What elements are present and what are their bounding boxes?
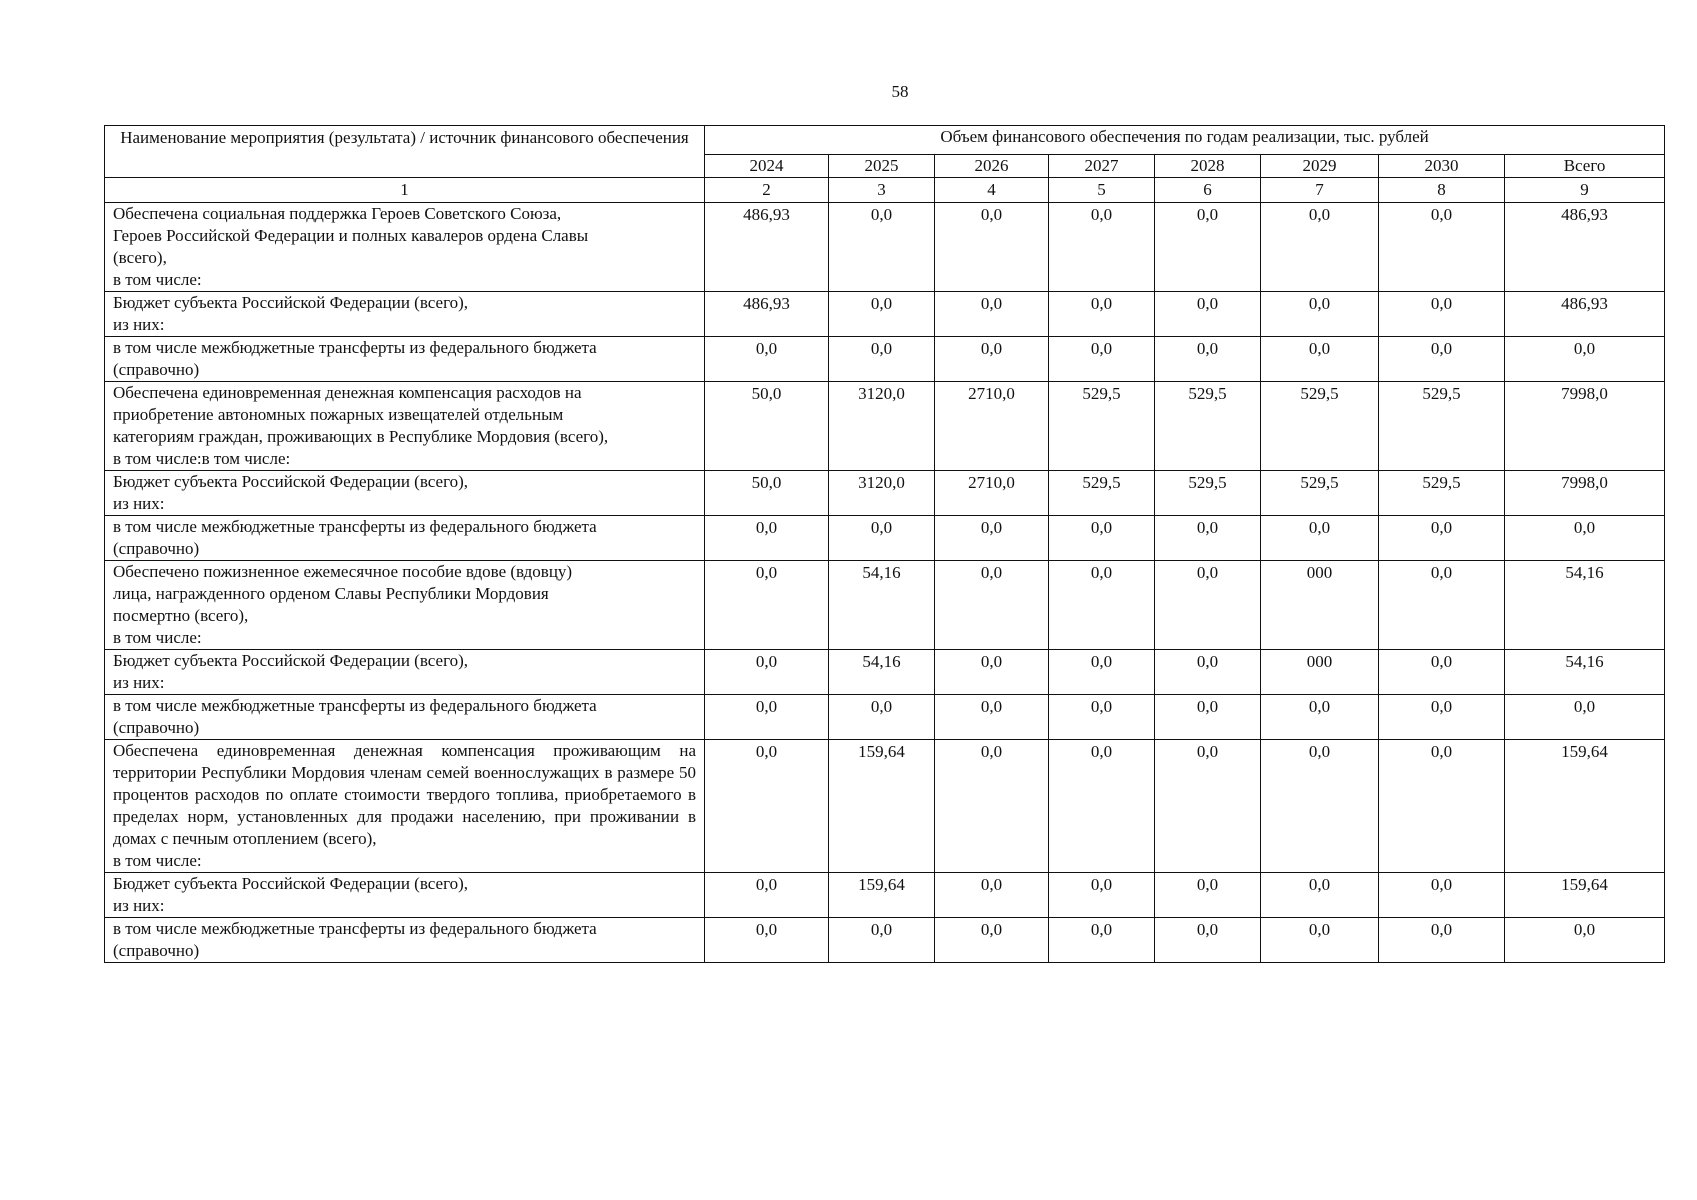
row-value-cell: 0,0 bbox=[935, 695, 1049, 740]
header-year: 2030 bbox=[1379, 155, 1505, 178]
row-name-line: Бюджет субъекта Российской Федерации (всего), bbox=[113, 874, 469, 893]
table-row bbox=[105, 873, 1665, 918]
table-row bbox=[105, 203, 1665, 292]
row-name-cell bbox=[105, 918, 705, 963]
row-value-cell: 0,0 bbox=[829, 203, 935, 292]
row-name-line: Обеспечена единовременная денежная компенсация проживающим на территории Республики Мордовия членам семей военнослужащих в размере 50 процентов расходов по оплате стоимости твердого топлива, приобретаемого в пределах норм, установленных для продажи населению, при проживании в домах с печным отоплением (всего), bbox=[113, 741, 696, 848]
row-value-cell: 0,0 bbox=[1261, 873, 1379, 918]
row-value-cell: 0,0 bbox=[1379, 918, 1505, 963]
row-value-cell: 0,0 bbox=[935, 337, 1049, 382]
row-value-cell: 0,0 bbox=[1049, 695, 1155, 740]
row-value-cell: 0,0 bbox=[1261, 516, 1379, 561]
row-name-line: в том числе межбюджетные трансферты из федерального бюджета bbox=[113, 517, 597, 536]
row-name-line: из них: bbox=[113, 494, 165, 513]
row-total-cell: 486,93 bbox=[1505, 292, 1665, 337]
row-value-cell: 529,5 bbox=[1379, 471, 1505, 516]
row-value-cell: 0,0 bbox=[935, 516, 1049, 561]
row-value-cell: 000 bbox=[1261, 650, 1379, 695]
row-value-cell: 3120,0 bbox=[829, 382, 935, 471]
table-row bbox=[105, 382, 1665, 471]
header-year: 2029 bbox=[1261, 155, 1379, 178]
row-name-cell bbox=[105, 203, 705, 292]
row-value-cell: 50,0 bbox=[705, 382, 829, 471]
row-name-line: (справочно) bbox=[113, 360, 200, 379]
row-total-cell: 7998,0 bbox=[1505, 382, 1665, 471]
row-value-cell: 54,16 bbox=[829, 561, 935, 650]
row-value-cell: 529,5 bbox=[1261, 471, 1379, 516]
row-value-cell: 54,16 bbox=[829, 650, 935, 695]
row-value-cell: 0,0 bbox=[1379, 561, 1505, 650]
row-value-cell: 0,0 bbox=[1155, 740, 1261, 873]
row-value-cell: 0,0 bbox=[1261, 740, 1379, 873]
row-value-cell: 0,0 bbox=[1379, 695, 1505, 740]
row-name-line: приобретение автономных пожарных извещателей отдельным bbox=[113, 405, 564, 424]
row-value-cell: 0,0 bbox=[1049, 337, 1155, 382]
row-name-line: Бюджет субъекта Российской Федерации (всего), bbox=[113, 293, 469, 312]
row-name-line: в том числе:в том числе: bbox=[113, 449, 291, 468]
row-name-line: лица, награжденного орденом Славы Республики Мордовия bbox=[113, 584, 549, 603]
header-name-column: Наименование мероприятия (результата) / источник финансового обеспечения bbox=[105, 126, 705, 178]
row-name-line: в том числе межбюджетные трансферты из федерального бюджета bbox=[113, 919, 597, 938]
row-name-line: Бюджет субъекта Российской Федерации (всего), bbox=[113, 472, 469, 491]
table-row bbox=[105, 650, 1665, 695]
row-name-line: из них: bbox=[113, 315, 165, 334]
row-value-cell: 0,0 bbox=[705, 337, 829, 382]
row-value-cell: 0,0 bbox=[1379, 740, 1505, 873]
row-value-cell: 0,0 bbox=[1379, 337, 1505, 382]
row-name-cell bbox=[105, 292, 705, 337]
row-value-cell: 0,0 bbox=[1261, 695, 1379, 740]
row-value-cell: 0,0 bbox=[1155, 337, 1261, 382]
row-value-cell: 0,0 bbox=[829, 337, 935, 382]
column-number: 7 bbox=[1261, 178, 1379, 203]
row-name-line: посмертно (всего), bbox=[113, 606, 249, 625]
row-name-cell bbox=[105, 695, 705, 740]
table-row bbox=[105, 337, 1665, 382]
row-total-cell: 0,0 bbox=[1505, 918, 1665, 963]
row-value-cell: 529,5 bbox=[1261, 382, 1379, 471]
row-name-cell bbox=[105, 650, 705, 695]
row-value-cell: 2710,0 bbox=[935, 382, 1049, 471]
table-row bbox=[105, 695, 1665, 740]
table-row bbox=[105, 292, 1665, 337]
row-value-cell: 0,0 bbox=[1049, 516, 1155, 561]
row-total-cell: 0,0 bbox=[1505, 516, 1665, 561]
table-row bbox=[105, 561, 1665, 650]
row-name-line: в том числе: bbox=[113, 270, 202, 289]
row-value-cell: 0,0 bbox=[1155, 561, 1261, 650]
row-name-line: Героев Российской Федерации и полных кавалеров ордена Славы bbox=[113, 226, 589, 245]
column-number-row bbox=[105, 178, 1665, 203]
row-value-cell: 0,0 bbox=[1261, 203, 1379, 292]
column-number: 3 bbox=[829, 178, 935, 203]
row-value-cell: 0,0 bbox=[705, 561, 829, 650]
financing-table-container bbox=[104, 125, 1664, 963]
row-value-cell: 529,5 bbox=[1155, 471, 1261, 516]
row-value-cell: 486,93 bbox=[705, 203, 829, 292]
row-value-cell: 529,5 bbox=[1155, 382, 1261, 471]
row-value-cell: 0,0 bbox=[1155, 292, 1261, 337]
header-row-top bbox=[105, 126, 1665, 155]
header-volume-column: Объем финансового обеспечения по годам реализации, тыс. рублей bbox=[705, 126, 1665, 155]
row-value-cell: 0,0 bbox=[1155, 203, 1261, 292]
header-year: 2026 bbox=[935, 155, 1049, 178]
row-name-line: в том числе межбюджетные трансферты из федерального бюджета bbox=[113, 696, 597, 715]
row-value-cell: 0,0 bbox=[1049, 292, 1155, 337]
row-name-line: из них: bbox=[113, 896, 165, 915]
row-value-cell: 0,0 bbox=[705, 695, 829, 740]
row-name-cell bbox=[105, 740, 705, 873]
row-value-cell: 0,0 bbox=[829, 292, 935, 337]
row-value-cell: 0,0 bbox=[935, 561, 1049, 650]
row-value-cell: 0,0 bbox=[935, 203, 1049, 292]
row-value-cell: 0,0 bbox=[1049, 203, 1155, 292]
row-value-cell: 159,64 bbox=[829, 873, 935, 918]
row-total-cell: 7998,0 bbox=[1505, 471, 1665, 516]
table-body bbox=[105, 203, 1665, 963]
row-value-cell: 0,0 bbox=[1379, 292, 1505, 337]
row-total-cell: 54,16 bbox=[1505, 650, 1665, 695]
row-total-cell: 159,64 bbox=[1505, 873, 1665, 918]
column-number: 4 bbox=[935, 178, 1049, 203]
row-name-line: категориям граждан, проживающих в Республике Мордовия (всего), bbox=[113, 427, 609, 446]
row-value-cell: 0,0 bbox=[1379, 203, 1505, 292]
row-value-cell: 0,0 bbox=[935, 740, 1049, 873]
table-row bbox=[105, 918, 1665, 963]
row-total-cell: 486,93 bbox=[1505, 203, 1665, 292]
row-value-cell: 0,0 bbox=[1155, 873, 1261, 918]
row-name-line: (всего), bbox=[113, 248, 167, 267]
row-value-cell: 2710,0 bbox=[935, 471, 1049, 516]
row-name-line: Обеспечена социальная поддержка Героев Советского Союза, bbox=[113, 204, 562, 223]
table-header bbox=[105, 126, 1665, 203]
table-row bbox=[105, 740, 1665, 873]
table-row bbox=[105, 471, 1665, 516]
column-number: 5 bbox=[1049, 178, 1155, 203]
row-value-cell: 0,0 bbox=[705, 918, 829, 963]
column-number: 2 bbox=[705, 178, 829, 203]
row-total-cell: 0,0 bbox=[1505, 337, 1665, 382]
row-name-cell bbox=[105, 337, 705, 382]
row-name-line: (справочно) bbox=[113, 539, 200, 558]
table-row bbox=[105, 516, 1665, 561]
row-name-line: из них: bbox=[113, 673, 165, 692]
row-value-cell: 0,0 bbox=[705, 516, 829, 561]
column-number: 8 bbox=[1379, 178, 1505, 203]
row-value-cell: 0,0 bbox=[1379, 650, 1505, 695]
row-name-line: в том числе: bbox=[113, 628, 202, 647]
row-value-cell: 000 bbox=[1261, 561, 1379, 650]
row-name-line: Обеспечено пожизненное ежемесячное пособие вдове (вдовцу) bbox=[113, 562, 573, 581]
row-name-line: (справочно) bbox=[113, 718, 200, 737]
column-number: 6 bbox=[1155, 178, 1261, 203]
header-year: 2027 bbox=[1049, 155, 1155, 178]
row-value-cell: 0,0 bbox=[1155, 918, 1261, 963]
row-value-cell: 0,0 bbox=[1155, 516, 1261, 561]
column-number: 1 bbox=[105, 178, 705, 203]
row-value-cell: 0,0 bbox=[935, 650, 1049, 695]
row-value-cell: 0,0 bbox=[705, 650, 829, 695]
header-year: 2028 bbox=[1155, 155, 1261, 178]
row-value-cell: 0,0 bbox=[1379, 873, 1505, 918]
header-total: Всего bbox=[1505, 155, 1665, 178]
row-name-cell bbox=[105, 382, 705, 471]
row-value-cell: 0,0 bbox=[1049, 650, 1155, 695]
row-name-cell bbox=[105, 516, 705, 561]
row-value-cell: 0,0 bbox=[1261, 292, 1379, 337]
row-name-cell bbox=[105, 471, 705, 516]
row-value-cell: 159,64 bbox=[829, 740, 935, 873]
row-name-line: в том числе: bbox=[113, 851, 202, 870]
header-year: 2025 bbox=[829, 155, 935, 178]
row-value-cell: 0,0 bbox=[829, 516, 935, 561]
row-value-cell: 0,0 bbox=[1049, 918, 1155, 963]
row-value-cell: 0,0 bbox=[829, 695, 935, 740]
row-value-cell: 3120,0 bbox=[829, 471, 935, 516]
row-value-cell: 529,5 bbox=[1049, 471, 1155, 516]
row-value-cell: 486,93 bbox=[705, 292, 829, 337]
row-value-cell: 0,0 bbox=[705, 873, 829, 918]
row-name-cell bbox=[105, 561, 705, 650]
row-value-cell: 529,5 bbox=[1379, 382, 1505, 471]
row-value-cell: 0,0 bbox=[935, 873, 1049, 918]
row-value-cell: 0,0 bbox=[1261, 918, 1379, 963]
row-value-cell: 0,0 bbox=[935, 292, 1049, 337]
row-value-cell: 0,0 bbox=[935, 918, 1049, 963]
row-total-cell: 159,64 bbox=[1505, 740, 1665, 873]
row-value-cell: 529,5 bbox=[1049, 382, 1155, 471]
row-total-cell: 54,16 bbox=[1505, 561, 1665, 650]
row-value-cell: 50,0 bbox=[705, 471, 829, 516]
column-number: 9 bbox=[1505, 178, 1665, 203]
page-number: 58 bbox=[891, 82, 909, 101]
row-value-cell: 0,0 bbox=[1049, 873, 1155, 918]
row-name-line: в том числе межбюджетные трансферты из федерального бюджета bbox=[113, 338, 597, 357]
row-name-line: Обеспечена единовременная денежная компенсация расходов на bbox=[113, 383, 582, 402]
row-value-cell: 0,0 bbox=[1049, 740, 1155, 873]
row-value-cell: 0,0 bbox=[1155, 650, 1261, 695]
row-value-cell: 0,0 bbox=[1155, 695, 1261, 740]
row-value-cell: 0,0 bbox=[1261, 337, 1379, 382]
row-total-cell: 0,0 bbox=[1505, 695, 1665, 740]
row-value-cell: 0,0 bbox=[1379, 516, 1505, 561]
row-name-line: (справочно) bbox=[113, 941, 200, 960]
row-value-cell: 0,0 bbox=[1049, 561, 1155, 650]
header-year: 2024 bbox=[705, 155, 829, 178]
row-value-cell: 0,0 bbox=[705, 740, 829, 873]
financing-table bbox=[104, 125, 1665, 963]
row-name-cell bbox=[105, 873, 705, 918]
row-name-line: Бюджет субъекта Российской Федерации (всего), bbox=[113, 651, 469, 670]
row-value-cell: 0,0 bbox=[829, 918, 935, 963]
